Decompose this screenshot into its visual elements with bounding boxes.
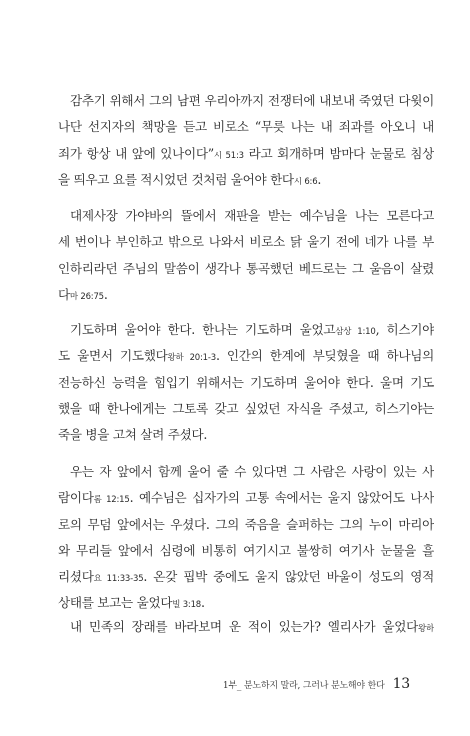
- text-segment: . 예수님은 십자가의 고통 속에서는 울지 않았어도 나사: [129, 490, 434, 506]
- paragraph-1: [58, 88, 434, 193]
- text-line: [58, 459, 434, 485]
- scripture-reference: 왕하: [417, 624, 434, 634]
- text-segment: 감추기 위해서 그의 남편 우리아까지 전쟁터에 내보내 죽였던 다윗이: [70, 93, 434, 108]
- text-segment: 도 울면서 기도했다: [58, 348, 168, 364]
- text-line: [58, 114, 434, 140]
- paragraph-2: [58, 203, 434, 308]
- text-line: [58, 370, 434, 396]
- text-segment: 내 민족의 장래를 바라보며 운 적이 있는가? 엘리사가 울었다: [70, 619, 418, 634]
- scripture-reference: 시 51:3: [213, 150, 244, 161]
- text-segment: 했을 때 한나에게는 그토록 갖고 싶었던 자식을 주셨고, 히스기야는: [58, 400, 434, 416]
- text-segment: 대제사장 가야바의 뜰에서 재판을 받는 예수님을 나는 모른다고: [70, 208, 434, 223]
- text-segment: . 인간의 한계에 부딪혔을 때 하나님의: [215, 348, 434, 364]
- text-segment: 죽을 병을 고쳐 살려 주셨다.: [58, 427, 208, 443]
- text-segment: 세 번이나 부인하고 밖으로 나와서 비로소 닭 울기 전에 네가 나를 부: [58, 234, 434, 250]
- text-segment: 라고 회개하며 밤마다 눈물로 침상: [243, 145, 434, 161]
- text-segment: .: [103, 286, 108, 302]
- text-line: [58, 590, 434, 616]
- scripture-reference: 빌 3:18: [172, 600, 202, 611]
- text-segment: 죄가 항상 내 앞에 있나이다”: [58, 145, 214, 161]
- text-segment: 기도하며 울어야 한다. 한나는 기도하며 울었고: [70, 322, 336, 337]
- text-line: [58, 317, 434, 343]
- scripture-reference: 마 26:75: [69, 291, 104, 302]
- text-line: [58, 203, 434, 229]
- text-line: [58, 614, 434, 640]
- text-line: [58, 564, 434, 590]
- text-line: [58, 229, 434, 255]
- text-segment: 로의 무덤 앞에서는 우셨다. 그의 죽음을 슬퍼하는 그의 누이 마리아: [58, 516, 434, 532]
- scripture-reference: 롬 12:15: [93, 495, 130, 506]
- scripture-reference: 삼상 1:10: [335, 327, 376, 337]
- text-segment: .: [201, 595, 205, 611]
- text-line: [58, 256, 434, 282]
- text-segment: , 히스기야: [375, 322, 434, 337]
- text-segment: . 온갖 핍박 중에도 울지 않았던 바울이 성도의 영적: [143, 569, 434, 585]
- scripture-reference: 요 11:33-35: [93, 574, 144, 585]
- text-line: [58, 141, 434, 167]
- text-line: [58, 422, 434, 448]
- text-line: [58, 167, 434, 193]
- running-title: 1부_ 분노하지 말라, 그러나 분노해야 한다: [222, 681, 385, 691]
- text-line: [58, 396, 434, 422]
- scripture-reference: 왕하 20:1-3: [167, 353, 216, 364]
- text-line: [58, 282, 434, 308]
- page-number: 13: [392, 676, 410, 692]
- paragraph-5: [58, 614, 434, 640]
- page-footer: [223, 676, 410, 692]
- text-segment: 상태를 보고는 울었다: [58, 595, 173, 611]
- text-segment: 나단 선지자의 책망을 듣고 비로소 “무릇 나는 내 죄과를 아오니 내: [58, 119, 434, 135]
- text-segment: 전능하신 능력을 힘입기 위해서는 기도하며 울어야 한다. 울며 기도: [58, 374, 434, 390]
- text-segment: 인하리라던 주님의 말씀이 생각나 통곡했던 베드로는 그 울음이 살렸: [58, 260, 434, 276]
- text-segment: 와 무리들 앞에서 심령에 비통히 여기시고 불쌍히 여기사 눈물을 흘: [58, 542, 434, 558]
- text-segment: 다: [58, 286, 70, 302]
- text-segment: 우는 자 앞에서 함께 울어 줄 수 있다면 그 사람은 사랑이 있는 사: [70, 464, 434, 479]
- text-line: [58, 538, 434, 564]
- text-line: [58, 485, 434, 511]
- text-line: [58, 88, 434, 114]
- text-segment: 을 띄우고 요를 적시었던 것처럼 울어야 한다: [58, 171, 294, 187]
- text-segment: 리셨다: [58, 569, 94, 585]
- text-segment: 람이다: [58, 490, 94, 506]
- paragraph-4: [58, 459, 434, 617]
- text-segment: .: [317, 171, 322, 187]
- scripture-reference: 시 6:6: [293, 176, 318, 187]
- text-line: [58, 343, 434, 369]
- text-line: [58, 512, 434, 538]
- paragraph-3: [58, 317, 434, 448]
